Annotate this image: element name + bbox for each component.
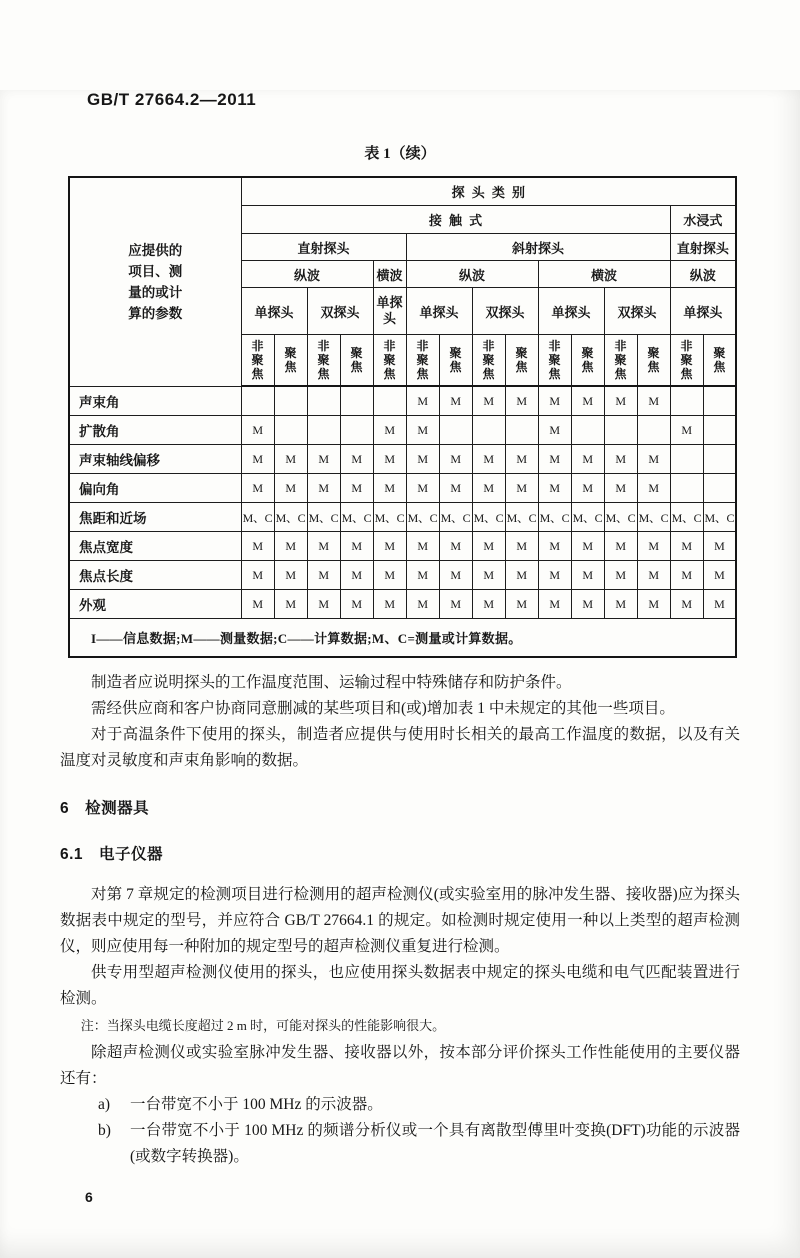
header-focus [670, 335, 703, 387]
data-cell: M、C [670, 503, 703, 532]
data-cell [274, 386, 307, 416]
data-cell: M [241, 590, 274, 619]
data-cell [505, 416, 538, 445]
data-cell: M [637, 386, 670, 416]
data-cell [571, 416, 604, 445]
paragraph: 除超声检测仪或实验室脉冲发生器、接收器以外，按本部分评价探头工作性能使用的主要仪器还有： [60, 1044, 740, 1087]
data-cell: M、C [637, 503, 670, 532]
data-cell [604, 416, 637, 445]
data-cell: M [340, 561, 373, 590]
note: 注：当探头电缆长度超过 2 m 时，可能对探头的性能影响很大。 [80, 1018, 446, 1033]
data-cell: M [406, 445, 439, 474]
data-cell [703, 474, 736, 503]
data-cell: M [604, 386, 637, 416]
row-label: 扩散角 [69, 416, 241, 445]
data-cell: M、C [274, 503, 307, 532]
corner-line: 应提供的 [128, 242, 183, 258]
data-cell: M [703, 532, 736, 561]
data-cell: M [307, 590, 340, 619]
data-cell [703, 445, 736, 474]
data-cell: M [604, 474, 637, 503]
data-cell: M [670, 561, 703, 590]
focus-label: 非聚焦 [548, 339, 561, 381]
data-cell: M [307, 532, 340, 561]
table-row [69, 532, 736, 561]
data-cell: M [340, 532, 373, 561]
header-focus [274, 335, 307, 387]
data-cell: M [274, 590, 307, 619]
data-cell: M [373, 416, 406, 445]
data-cell: M [637, 590, 670, 619]
data-cell: M [505, 474, 538, 503]
table-row [69, 416, 736, 445]
header-focus [439, 335, 472, 387]
row-label: 焦距和近场 [69, 503, 241, 532]
data-cell: M [637, 474, 670, 503]
data-cell: M [406, 474, 439, 503]
table-row [69, 386, 736, 416]
row-label: 声束轴线偏移 [69, 445, 241, 474]
data-cell: M [604, 532, 637, 561]
data-cell: M [274, 532, 307, 561]
data-cell: M [274, 445, 307, 474]
header-probe-count: 双探头 [472, 288, 538, 335]
data-cell [637, 416, 670, 445]
header-focus [406, 335, 439, 387]
row-label: 焦点宽度 [69, 532, 241, 561]
table-row [69, 561, 736, 590]
data-cell: M [505, 445, 538, 474]
data-cell [439, 416, 472, 445]
row-label: 焦点长度 [69, 561, 241, 590]
data-cell [472, 416, 505, 445]
data-cell: M、C [406, 503, 439, 532]
header-contact-type: 接触式 [241, 206, 670, 234]
data-cell: M [340, 474, 373, 503]
doc-code: GB/T 27664.2—2011 [87, 90, 257, 109]
data-cell [373, 386, 406, 416]
data-cell: M [571, 445, 604, 474]
data-cell: M [373, 445, 406, 474]
data-cell: M、C [472, 503, 505, 532]
data-cell: M [439, 386, 472, 416]
data-cell: M [604, 590, 637, 619]
data-cell: M [439, 532, 472, 561]
data-cell: M、C [703, 503, 736, 532]
header-probe-count: 双探头 [604, 288, 670, 335]
header-probe-count: 单探头 [406, 288, 472, 335]
data-cell: M [406, 590, 439, 619]
focus-label: 聚焦 [713, 346, 726, 374]
data-cell: M [538, 474, 571, 503]
header-immersion-type: 水浸式 [670, 206, 736, 234]
data-cell: M [373, 474, 406, 503]
data-cell [274, 416, 307, 445]
row-label: 外观 [69, 590, 241, 619]
header-probe-count: 单探头 [538, 288, 604, 335]
body-content [60, 670, 740, 1210]
data-cell: M [241, 561, 274, 590]
data-cell: M [406, 386, 439, 416]
corner-line: 算的参数 [128, 305, 183, 321]
data-cell: M [373, 561, 406, 590]
list-item-b [98, 1118, 740, 1170]
data-cell: M [703, 590, 736, 619]
header-focus [307, 335, 340, 387]
section-heading-6: 6 检测器具 [60, 800, 150, 817]
header-focus [505, 335, 538, 387]
data-cell: M [637, 445, 670, 474]
row-label: 偏向角 [69, 474, 241, 503]
header-probe-count: 单探头 [241, 288, 307, 335]
data-cell: M [472, 474, 505, 503]
data-cell: M [670, 590, 703, 619]
data-cell: M [505, 590, 538, 619]
data-cell: M [472, 561, 505, 590]
page [0, 90, 800, 1210]
data-cell: M [241, 532, 274, 561]
data-cell: M [604, 561, 637, 590]
header-focus [241, 335, 274, 387]
data-cell: M [241, 474, 274, 503]
data-cell: M [538, 445, 571, 474]
header-wave: 纵波 [406, 261, 538, 288]
data-cell [670, 474, 703, 503]
data-cell [340, 386, 373, 416]
data-cell: M [604, 445, 637, 474]
data-cell: M [472, 590, 505, 619]
row-label: 声束角 [69, 386, 241, 416]
header-wave: 横波 [373, 261, 406, 288]
paragraph: 供专用型超声检测仪使用的探头，也应使用探头数据表中规定的探头电缆和电气匹配装置进行检测。 [60, 964, 740, 1007]
data-cell: M、C [340, 503, 373, 532]
focus-label: 非聚焦 [317, 339, 330, 381]
header-wave: 纵波 [241, 261, 373, 288]
data-cell: M [637, 532, 670, 561]
data-cell: M [538, 386, 571, 416]
list-text-b: 一台带宽不小于 100 MHz 的频谱分析仪或一个具有离散型傅里叶变换(DFT)功能的示波器(或数字转换器)。 [130, 1122, 740, 1165]
data-cell: M [703, 561, 736, 590]
focus-label: 非聚焦 [383, 339, 396, 381]
data-cell: M [439, 590, 472, 619]
scanned-standard-page [0, 90, 800, 1258]
header-probe-count: 单探头 [670, 288, 736, 335]
table-row [69, 474, 736, 503]
data-cell: M [241, 416, 274, 445]
data-cell: M、C [604, 503, 637, 532]
focus-label: 聚焦 [350, 346, 363, 374]
table-caption: 表 1（续） [364, 146, 436, 162]
data-cell: M [472, 532, 505, 561]
data-cell [307, 386, 340, 416]
header-straight-probe-immersion: 直射探头 [670, 234, 736, 261]
data-cell: M [406, 561, 439, 590]
corner-line: 量的或计 [128, 284, 183, 300]
data-cell: M [670, 416, 703, 445]
data-cell: M、C [241, 503, 274, 532]
table-legend: I——信息数据;M——测量数据;C——计算数据;M、C=测量或计算数据。 [69, 619, 736, 658]
header-probe-category: 探头类别 [241, 177, 736, 206]
data-cell: M [406, 532, 439, 561]
data-cell: M [373, 532, 406, 561]
data-cell: M、C [538, 503, 571, 532]
data-cell [670, 445, 703, 474]
list-item-a [98, 1092, 740, 1118]
data-cell: M [571, 386, 604, 416]
data-cell: M、C [439, 503, 472, 532]
data-cell: M [340, 445, 373, 474]
data-cell: M [439, 474, 472, 503]
table-row [69, 590, 736, 619]
header-wave: 纵波 [670, 261, 736, 288]
data-cell: M [571, 532, 604, 561]
paragraph: 对于高温条件下使用的探头，制造者应提供与使用时长相关的最高工作温度的数据，以及有关温度对灵敏度和声束角影响的数据。 [60, 726, 740, 769]
data-cell: M [538, 416, 571, 445]
data-cell: M [571, 561, 604, 590]
data-cell: M [439, 445, 472, 474]
data-cell [670, 386, 703, 416]
data-cell: M、C [373, 503, 406, 532]
list-text-a: 一台带宽不小于 100 MHz 的示波器。 [130, 1096, 383, 1113]
data-cell [307, 416, 340, 445]
data-cell: M [505, 561, 538, 590]
data-cell: M [538, 561, 571, 590]
data-cell: M [505, 386, 538, 416]
data-cell: M [637, 561, 670, 590]
paragraph: 制造者应说明探头的工作温度范围、运输过程中特殊储存和防护条件。 [91, 674, 572, 691]
data-cell: M [472, 445, 505, 474]
list-marker-a: a) [98, 1096, 111, 1113]
table-row [69, 503, 736, 532]
header-angle-probe: 斜射探头 [406, 234, 670, 261]
header-wave: 横波 [538, 261, 670, 288]
data-cell: M [472, 386, 505, 416]
data-cell [703, 386, 736, 416]
data-cell: M、C [571, 503, 604, 532]
header-straight-probe: 直射探头 [241, 234, 406, 261]
data-cell: M [274, 561, 307, 590]
focus-label: 非聚焦 [614, 339, 627, 381]
corner-line: 项目、测 [128, 263, 183, 279]
data-cell: M [307, 474, 340, 503]
focus-label: 聚焦 [449, 346, 462, 374]
page-number: 6 [85, 1189, 93, 1205]
header-focus [637, 335, 670, 387]
data-cell: M [307, 561, 340, 590]
header-focus [340, 335, 373, 387]
data-cell: M [373, 590, 406, 619]
data-cell: M、C [505, 503, 538, 532]
data-cell: M [439, 561, 472, 590]
header-focus [703, 335, 736, 387]
header-probe-count: 单探头 [373, 288, 406, 335]
header-focus [538, 335, 571, 387]
focus-label: 聚焦 [515, 346, 528, 374]
data-cell [703, 416, 736, 445]
header-focus [472, 335, 505, 387]
header-probe-count: 双探头 [307, 288, 373, 335]
focus-label: 非聚焦 [251, 339, 264, 381]
data-cell: M [538, 532, 571, 561]
focus-label: 非聚焦 [416, 339, 429, 381]
table-1-continued [68, 176, 737, 658]
list-marker-b: b) [98, 1122, 111, 1139]
corner-header [69, 177, 241, 386]
focus-label: 聚焦 [647, 346, 660, 374]
data-cell: M [538, 590, 571, 619]
data-cell: M [670, 532, 703, 561]
paragraph: 对第 7 章规定的检测项目进行检测用的超声检测仪(或实验室用的脉冲发生器、接收器)应为探头数据表中规定的型号，并应符合 GB/T 27664.1 的规定。如检测时规定使用一种以上类型的超声检测仪，则应使用每一种附加的规定型号的超声检测仪重复进行检测。 [60, 886, 740, 955]
data-cell: M [571, 474, 604, 503]
table-row [69, 445, 736, 474]
section-heading-6-1: 6.1 电子仪器 [60, 846, 164, 863]
focus-label: 非聚焦 [680, 339, 693, 381]
data-cell: M [406, 416, 439, 445]
data-cell [241, 386, 274, 416]
header-focus [604, 335, 637, 387]
data-cell: M [505, 532, 538, 561]
data-cell: M [307, 445, 340, 474]
data-cell: M [340, 590, 373, 619]
data-cell [340, 416, 373, 445]
data-cell: M、C [307, 503, 340, 532]
paragraph: 需经供应商和客户协商同意删减的某些项目和(或)增加表 1 中未规定的其他一些项目。 [91, 700, 675, 717]
focus-label: 聚焦 [284, 346, 297, 374]
focus-label: 聚焦 [581, 346, 594, 374]
focus-label: 非聚焦 [482, 339, 495, 381]
header-focus [373, 335, 406, 387]
header-focus [571, 335, 604, 387]
data-cell: M [241, 445, 274, 474]
data-cell: M [571, 590, 604, 619]
data-cell: M [274, 474, 307, 503]
